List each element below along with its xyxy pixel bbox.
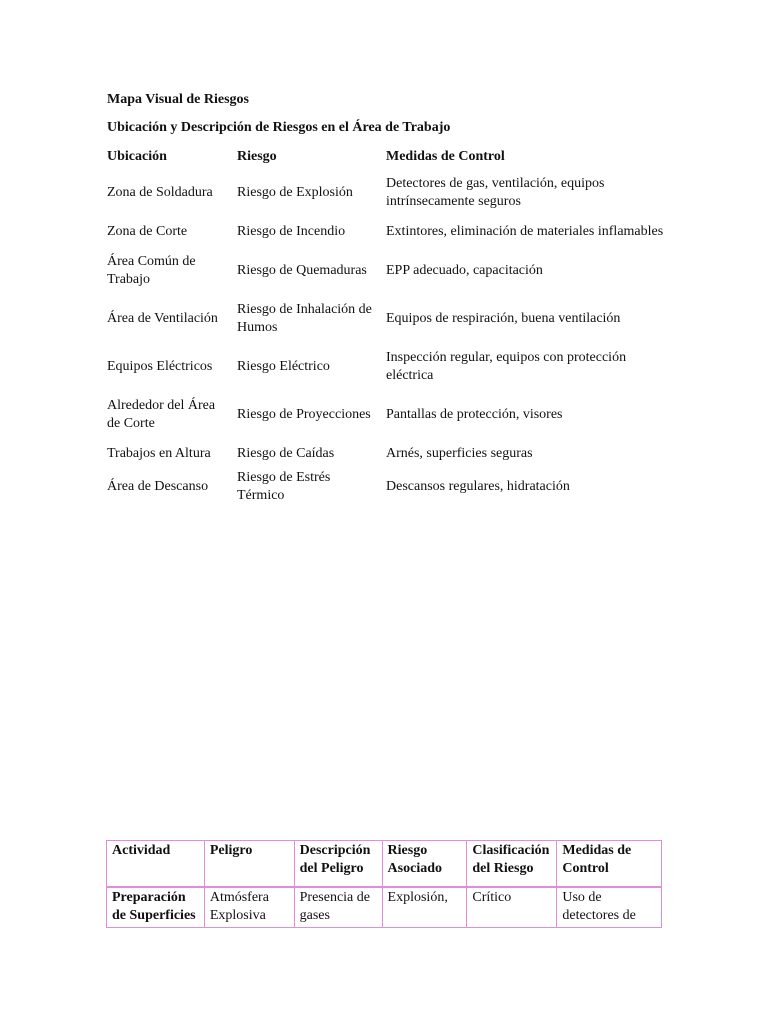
cell-descripcion: Presencia de gases [294, 887, 382, 928]
cell-medidas: Extintores, eliminación de materiales inflamables [386, 224, 664, 239]
header-medidas: Medidas de Control [386, 149, 505, 164]
cell-ubicacion: Alrededor del Área de Corte [107, 398, 216, 431]
cell-riesgo: Riesgo de Explosión [237, 185, 353, 200]
table-row [107, 887, 662, 928]
risk-map-table [104, 145, 671, 505]
header-ubicacion: Ubicación [107, 149, 167, 164]
table-row [104, 391, 671, 439]
header-riesgo-asociado: Riesgo Asociado [382, 841, 467, 888]
cell-ubicacion: Zona de Soldadura [107, 185, 213, 200]
cell-riesgo: Riesgo de Caídas [237, 446, 335, 461]
document-subtitle: Ubicación y Descripción de Riesgos en el Área de Trabajo [107, 120, 451, 135]
activity-hazard-table [106, 840, 662, 928]
table-row [104, 343, 671, 391]
cell-clasificacion: Crítico [467, 887, 557, 928]
cell-ubicacion: Área de Ventilación [107, 311, 218, 326]
activity-table-header-row [107, 841, 662, 888]
cell-riesgo-asociado: Explosión, [382, 887, 467, 928]
document-title: Mapa Visual de Riesgos [107, 92, 249, 107]
cell-riesgo: Riesgo de Incendio [237, 224, 346, 239]
table-row [104, 469, 671, 505]
table-row [104, 439, 671, 469]
cell-riesgo: Riesgo Eléctrico [237, 359, 330, 374]
cell-medidas: Detectores de gas, ventilación, equipos intrínsecamente seguros [386, 176, 605, 209]
cell-medidas-control: Uso de detectores de [557, 887, 662, 928]
cell-ubicacion: Trabajos en Altura [107, 446, 211, 461]
table-row [104, 247, 671, 295]
cell-medidas: Inspección regular, equipos con protección eléctrica [386, 350, 627, 383]
header-riesgo: Riesgo [237, 149, 277, 164]
cell-actividad: Preparación de Superficies [107, 887, 205, 928]
cell-medidas: Equipos de respiración, buena ventilación [386, 311, 621, 326]
table-row [104, 295, 671, 343]
cell-medidas: Descansos regulares, hidratación [386, 479, 570, 494]
cell-ubicacion: Equipos Eléctricos [107, 359, 213, 374]
cell-ubicacion: Área Común de Trabajo [107, 254, 196, 287]
header-clasificacion: Clasificación del Riesgo [467, 841, 557, 888]
cell-riesgo: Riesgo de Estrés Térmico [237, 470, 331, 503]
cell-riesgo: Riesgo de Inhalación de Humos [237, 302, 372, 335]
risk-table-header-row [104, 145, 671, 169]
cell-medidas: Arnés, superficies seguras [386, 446, 533, 461]
header-descripcion: Descripción del Peligro [294, 841, 382, 888]
cell-peligro: Atmósfera Explosiva [204, 887, 294, 928]
table-row [104, 217, 671, 247]
cell-ubicacion: Área de Descanso [107, 479, 209, 494]
cell-medidas: EPP adecuado, capacitación [386, 263, 543, 278]
cell-riesgo: Riesgo de Quemaduras [237, 263, 367, 278]
header-actividad: Actividad [107, 841, 205, 888]
cell-medidas: Pantallas de protección, visores [386, 407, 563, 422]
header-peligro: Peligro [204, 841, 294, 888]
cell-riesgo: Riesgo de Proyecciones [237, 407, 371, 422]
table-row [104, 169, 671, 217]
header-medidas-control: Medidas de Control [557, 841, 662, 888]
cell-ubicacion: Zona de Corte [107, 224, 188, 239]
